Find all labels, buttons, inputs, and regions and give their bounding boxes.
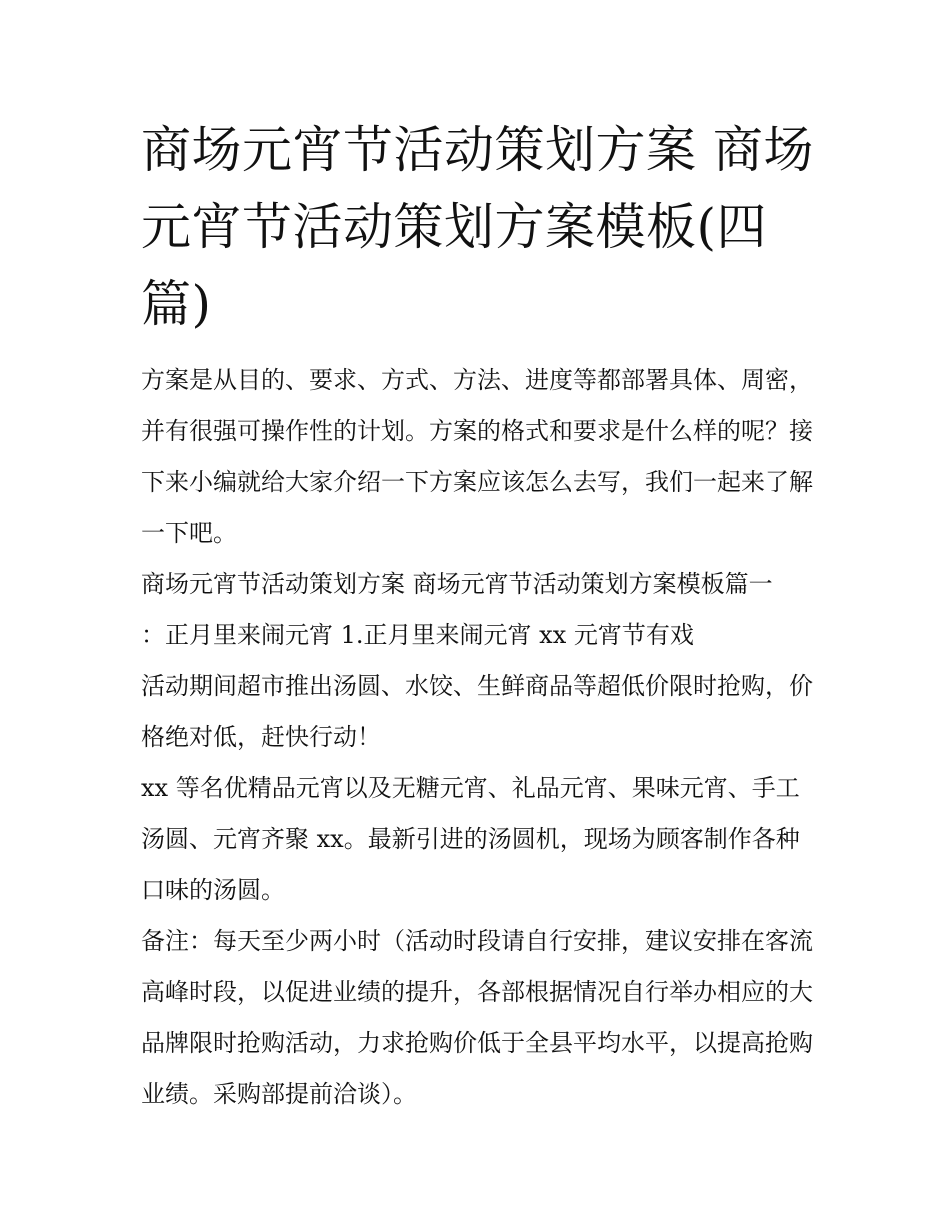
note-paragraph: 备注：每天至少两小时（活动时段请自行安排，建议安排在客流高峰时段，以促进业绩的提升，各部根据情况自行举办相应的大品牌限时抢购活动，力求抢购价低于全县平均水平，以提高抢购业绩。采购部提前洽谈）。: [141, 927, 813, 1108]
title-line-3: 篇): [141, 275, 212, 333]
intro-paragraph: 方案是从目的、要求、方式、方法、进度等都部署具体、周密，并有很强可操作性的计划。方案的格式和要求是什么样的呢？接下来小编就给大家介绍一下方案应该怎么去写，我们一起来了解一下吧。: [141, 366, 813, 547]
document-title: [141, 112, 821, 343]
title-line-1: 商场元宵节活动策划方案 商场: [141, 121, 814, 179]
document-body: [141, 355, 813, 1120]
activity-paragraph: 活动期间超市推出汤圆、水饺、生鲜商品等超低价限时抢购，价格绝对低，赶快行动！: [141, 672, 813, 751]
title-line-2: 元宵节活动策划方案模板(四: [141, 198, 768, 256]
product-paragraph: xx 等名优精品元宵以及无糖元宵、礼品元宵、果味元宵、手工汤圆、元宵齐聚 xx。最新引进的汤圆机，现场为顾客制作各种口味的汤圆。: [141, 774, 800, 904]
section-heading: 商场元宵节活动策划方案 商场元宵节活动策划方案模板篇一: [141, 570, 773, 598]
section-subheading: ：正月里来闹元宵 1.正月里来闹元宵 xx 元宵节有戏: [141, 621, 694, 649]
